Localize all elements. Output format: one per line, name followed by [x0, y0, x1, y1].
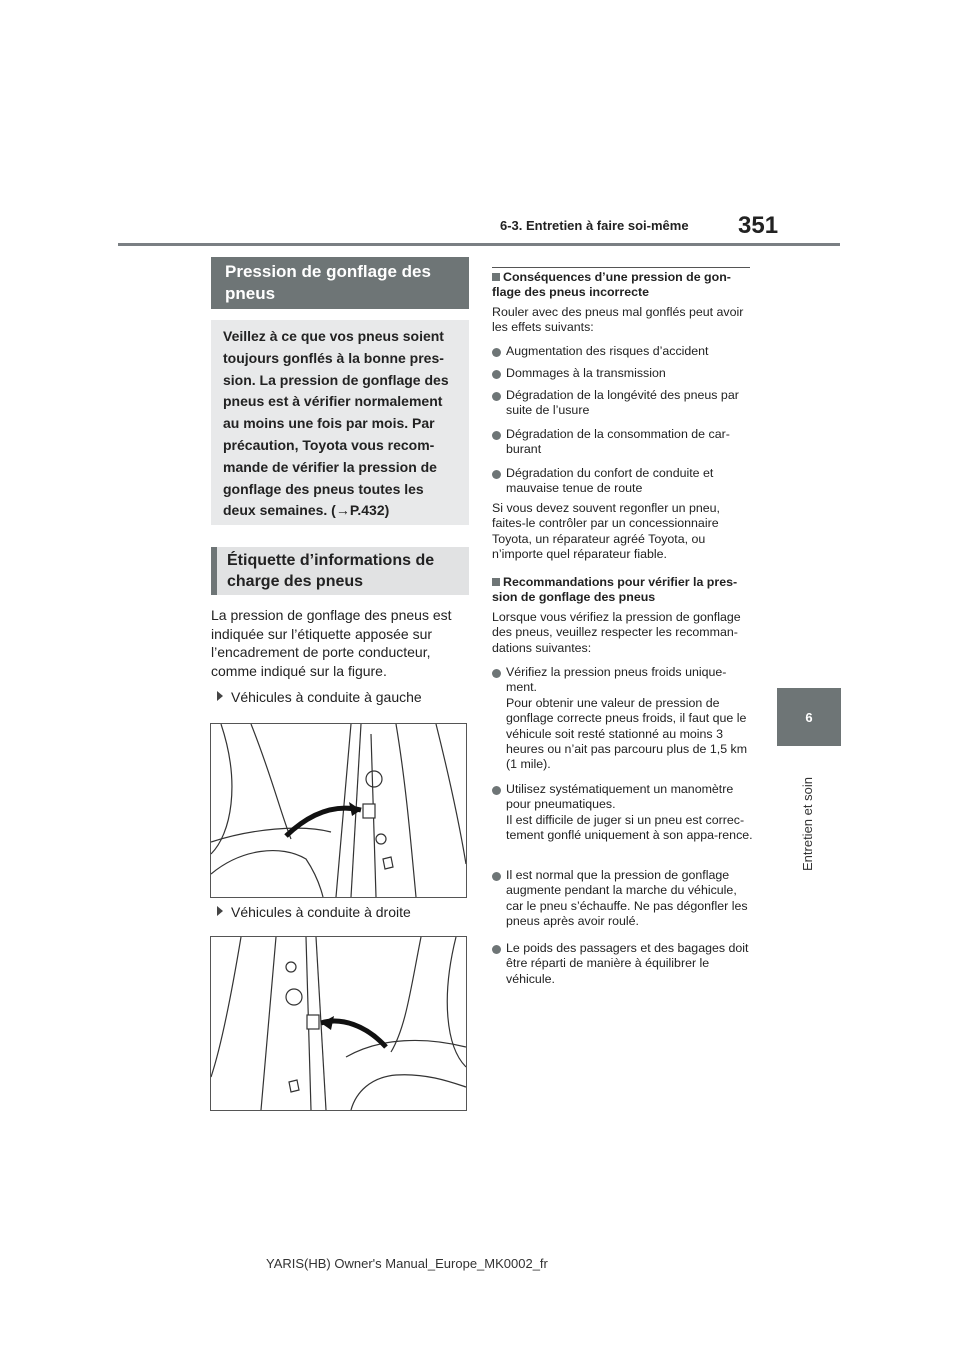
- cons-intro: Rouler avec des pneus mal gonflés peut avoir les effets suivants:: [492, 305, 744, 335]
- circle-bullet-icon: [492, 945, 501, 954]
- square-bullet-icon: [492, 578, 500, 586]
- list-item: [492, 427, 754, 458]
- heading-load-label: Étiquette d’informations de charge des pneus: [211, 547, 469, 595]
- page-number: 351: [738, 212, 779, 239]
- section-title: 6-3. Entretien à faire soi-même: [500, 218, 689, 233]
- label-paragraph: La pression de gonflage des pneus est indiquée sur l’étiquette apposée sur l’encadrement de porte conducteur, comme indiqué sur la figure.: [211, 607, 452, 679]
- list-item: [492, 388, 754, 419]
- list-item-text: Dégradation de la consommation de car-burant: [506, 427, 730, 457]
- heading-tire-pressure: Pression de gonflage des pneus: [211, 257, 469, 309]
- cons-rule: [492, 267, 750, 268]
- list-item: [492, 466, 754, 497]
- intro-box: Veillez à ce que vos pneus soient toujours gonflés à la bonne pres-sion. La pression de gonflage des pneus est à vérifier normalement au moins une fois par mois. Par précaution, Toyota vous recom-mande de vérifier la pression de gonflage des pneus toutes les deux semaines. (→P.432): [211, 320, 469, 525]
- figure-right-hand-drive: [210, 936, 467, 1111]
- list-item: [492, 344, 754, 359]
- cons-outro: Si vous devez souvent regonfler un pneu, faites-le contrôler par un concessionnaire Toyota, un réparateur agréé Toyota, ou n’importe quel réparateur fiable.: [492, 501, 720, 562]
- chapter-side-label: [778, 756, 815, 886]
- circle-bullet-icon: [492, 786, 501, 795]
- circle-bullet-icon: [492, 872, 501, 881]
- caption-right-text: Véhicules à conduite à droite: [231, 904, 411, 920]
- circle-bullet-icon: [492, 431, 501, 440]
- list-item-text: Le poids des passagers et des bagages doit être réparti de manière à équilibrer le véhicule.: [506, 941, 749, 986]
- circle-bullet-icon: [492, 669, 501, 678]
- square-bullet-icon: [492, 273, 500, 281]
- circle-bullet-icon: [492, 370, 501, 379]
- triangle-bullet-icon: [217, 906, 223, 916]
- list-item-text: Dégradation du confort de conduite et mauvaise tenue de route: [506, 466, 714, 496]
- chapter-side-label-text: Entretien et soin: [800, 777, 815, 871]
- chapter-tab: 6: [777, 688, 841, 746]
- list-item-text: Dommages à la transmission: [506, 366, 666, 380]
- caption-right-hand-drive: [213, 904, 411, 920]
- rec-heading-text: Recommandations pour vérifier la pres-sion de gonflage des pneus: [492, 575, 738, 605]
- list-item-text: Vérifiez la pression pneus froids unique-ment. Pour obtenir une valeur de pression de gonflage correcte pneus froids, il faut que le véhicule soit resté stationné au moins 3 heures ou n’ait pas parcouru plus de 1,5 km (1 mile).: [506, 665, 748, 772]
- list-item: [492, 782, 754, 844]
- cons-heading-text: Conséquences d’une pression de gon-flage des pneus incorrecte: [492, 270, 731, 300]
- list-item: [492, 868, 754, 930]
- list-item-text: Il est normal que la pression de gonflage augmente pendant la marche du véhicule, car le pneu s’échauffe. Ne pas dégonfler les pneus après avoir roulé.: [506, 868, 748, 929]
- caption-left-hand-drive: [213, 689, 422, 705]
- rec-heading: [492, 575, 752, 606]
- circle-bullet-icon: [492, 392, 501, 401]
- door-frame-illustration-right: [211, 937, 466, 1110]
- list-item-text: Dégradation de la longévité des pneus par suite de l’usure: [506, 388, 739, 418]
- list-item: [492, 366, 754, 381]
- triangle-bullet-icon: [217, 691, 223, 701]
- caption-left-text: Véhicules à conduite à gauche: [231, 689, 422, 705]
- cons-heading: [492, 270, 752, 301]
- circle-bullet-icon: [492, 470, 501, 479]
- list-item-text: Augmentation des risques d’accident: [506, 344, 709, 358]
- list-item: [492, 665, 754, 773]
- figure-left-hand-drive: [210, 723, 467, 898]
- header-rule: [118, 243, 840, 246]
- door-frame-illustration-left: [211, 724, 466, 897]
- rec-intro: Lorsque vous vérifiez la pression de gonflage des pneus, veuillez respecter les recomman-dations suivantes:: [492, 610, 741, 655]
- footer-text: YARIS(HB) Owner's Manual_Europe_MK0002_fr: [266, 1256, 548, 1271]
- circle-bullet-icon: [492, 348, 501, 357]
- list-item-text: Utilisez systématiquement un manomètre pour pneumatiques. Il est difficile de juger si un pneu est correc-tement gonflé uniquement à son appa-rence.: [506, 782, 753, 843]
- list-item: [492, 941, 754, 987]
